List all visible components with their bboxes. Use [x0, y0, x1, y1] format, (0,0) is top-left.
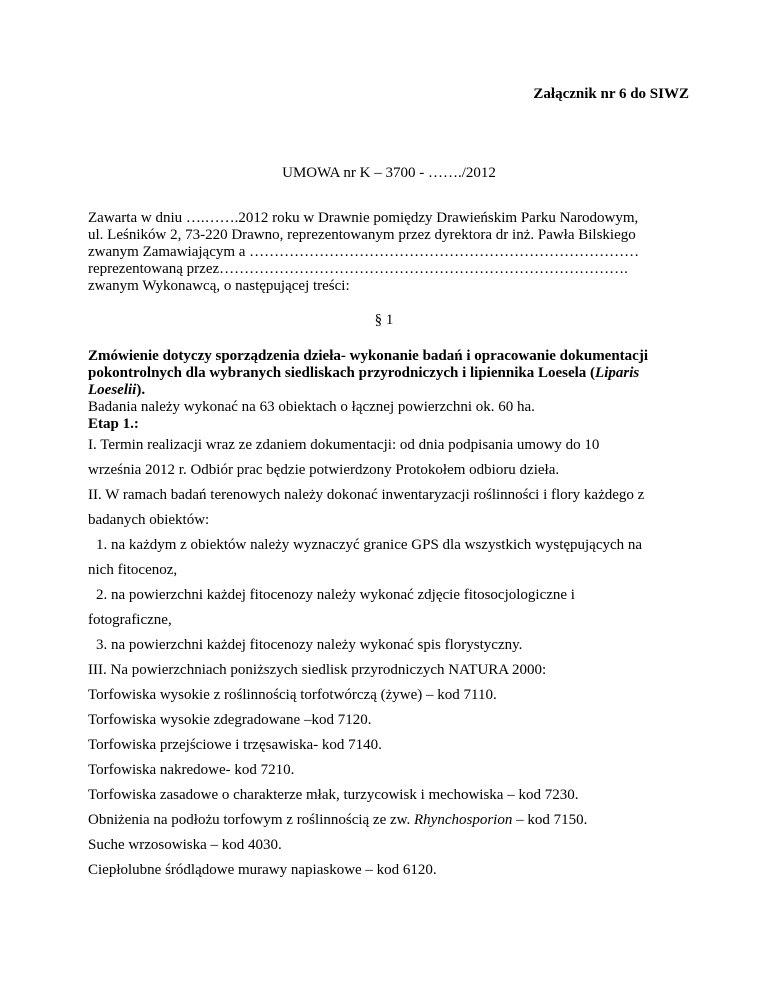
subject-block: [88, 348, 688, 433]
subject-line: [88, 382, 688, 399]
intro-block: [88, 210, 688, 295]
paragraph-sign: § 1: [374, 312, 394, 328]
subject-text: pokontrolnych dla wybranych siedliskach przyrodniczych i lipiennika Loesela (: [88, 365, 596, 381]
stage-heading: Etap 1.:: [88, 416, 139, 432]
body-line: Torfowiska wysokie z roślinnością torfotwórczą (żywe) – kod 7110.: [88, 687, 497, 703]
body-line: I. Termin realizacji wraz ze zdaniem dokumentacji: od dnia podpisania umowy do 10: [88, 437, 600, 453]
subject-line: Zmówienie dotyczy sporządzenia dzieła- wykonanie badań i opracowanie dokumentacji: [88, 348, 649, 364]
body-line: Torfowiska nakredowe- kod 7210.: [88, 762, 295, 778]
body-line: Torfowiska zasadowe o charakterze młak, turzycowisk i mechowiska – kod 7230.: [88, 787, 579, 803]
body-line: Torfowiska wysokie zdegradowane –kod 7120.: [88, 712, 372, 728]
species-name: Loeselii: [88, 382, 137, 398]
intro-line: zwanym Zamawiającym a ……………………………………………………………………: [88, 244, 640, 260]
body-line: Suche wrzosowiska – kod 4030.: [88, 837, 282, 853]
line-text: Obniżenia na podłożu torfowym z roślinnością ze zw.: [88, 812, 415, 828]
intro-line: zwanym Wykonawcą, o następującej treści:: [88, 278, 350, 294]
subject-line: [88, 365, 688, 382]
annex-label: Załącznik nr 6 do SIWZ: [533, 86, 689, 102]
intro-line: ul. Leśników 2, 73-220 Drawno, reprezentowanym przez dyrektora dr inż. Pawła Bilskiego: [88, 227, 636, 243]
intro-line: reprezentowaną przez……………………………………………………………………….: [88, 261, 628, 277]
species-name: Liparis: [595, 365, 640, 381]
body-line: II. W ramach badań terenowych należy dokonać inwentaryzacji roślinności i flory każdego z: [88, 487, 645, 503]
body-line: Ciepłolubne śródlądowe murawy napiaskowe – kod 6120.: [88, 862, 437, 878]
body-line: 3. na powierzchni każdej fitocenozy należy wykonać spis florystyczny.: [96, 637, 523, 653]
body-line: Torfowiska przejściowe i trzęsawiska- kod 7140.: [88, 737, 382, 753]
body-line: września 2012 r. Odbiór prac będzie potwierdzony Protokołem odbioru dzieła.: [88, 462, 560, 478]
body-line: III. Na powierzchniach poniższych siedlisk przyrodniczych NATURA 2000:: [88, 662, 547, 678]
subject-text: ).: [136, 382, 146, 398]
body-line: badanych obiektów:: [88, 512, 210, 528]
body-line: nich fitocenoz,: [88, 562, 178, 578]
body-line: 1. na każdym z obiektów należy wyznaczyć granice GPS dla wszystkich występujących na: [96, 537, 643, 553]
subject-line: Badania należy wykonać na 63 obiektach o łącznej powierzchni ok. 60 ha.: [88, 399, 535, 415]
body-line: fotograficzne,: [88, 612, 172, 628]
intro-line: Zawarta w dniu ….…….2012 roku w Drawnie pomiędzy Drawieńskim Parku Narodowym,: [88, 210, 639, 226]
body-line: [88, 812, 587, 829]
line-text: – kod 7150.: [512, 812, 588, 828]
body-line: 2. na powierzchni każdej fitocenozy należy wykonać zdjęcie fitosocjologiczne i: [96, 587, 575, 603]
contract-title: UMOWA nr K – 3700 - ……./2012: [282, 165, 496, 181]
alliance-name: Rhynchosporion: [414, 812, 513, 828]
